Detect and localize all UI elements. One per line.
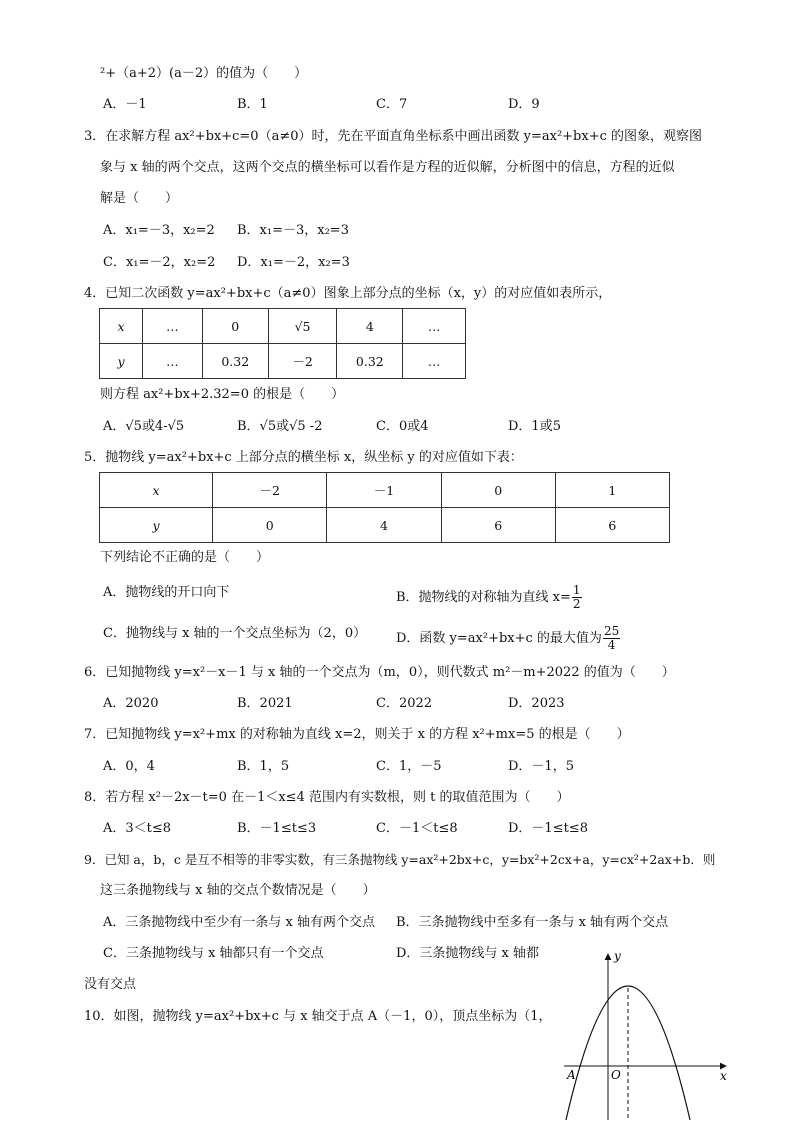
q5-option-d [396, 625, 620, 652]
q3-option-a: A．x₁=－3，x₂=2 [103, 223, 215, 238]
q3-option-b: B．x₁=－3，x₂=3 [237, 223, 349, 238]
q5-cell: －2 [213, 473, 327, 508]
parabola-figure [556, 948, 736, 1123]
q5-after-table: 下列结论不正确的是（ ） [100, 550, 270, 565]
point-a-label: A [567, 1068, 576, 1082]
q8-option-a: A．3＜t≤8 [103, 821, 172, 836]
fraction-numerator: 1 [572, 583, 581, 597]
q3-stem-line-2: 象与 x 轴的两个交点，这两个交点的横坐标可以看作是方程的近似解，分析图中的信息，方程的近似 [100, 160, 675, 175]
q9-option-a: A．三条抛物线中至少有一条与 x 轴有两个交点 [103, 915, 375, 930]
q5-table-row-y [100, 508, 670, 543]
q5-cell: 4 [327, 508, 441, 543]
q9-option-d: D．三条抛物线与 x 轴都 [396, 946, 540, 961]
q8-stem: 8．若方程 x²－2x－t=0 在－1＜x≤4 范围内有实数根，则 t 的取值范围为（ ） [84, 790, 570, 805]
q2-option-d: D．9 [508, 97, 540, 112]
q4-table-row-x [100, 309, 466, 344]
q5-cell: 6 [555, 508, 669, 543]
q4-option-a: A．√5或4-√5 [103, 419, 185, 434]
q4-cell: 0 [202, 309, 268, 344]
fraction-numerator: 25 [603, 624, 620, 638]
x-axis-label: x [720, 1069, 727, 1083]
q5-table-row-x [100, 473, 670, 508]
q5-cell: 0 [441, 473, 555, 508]
q9-option-c: C．三条抛物线与 x 轴都只有一个交点 [103, 946, 324, 961]
q5-cell: －1 [327, 473, 441, 508]
q5-option-b [396, 584, 582, 611]
q4-cell: 0.32 [202, 344, 268, 379]
q5-option-a: A．抛物线的开口向下 [103, 585, 230, 600]
q3-stem-line-3: 解是（ ） [100, 191, 179, 206]
q4-option-d: D．1或5 [508, 419, 561, 434]
q4-cell: 0.32 [337, 344, 403, 379]
q5-stem: 5．抛物线 y=ax²+bx+c 上部分点的横坐标 x，纵坐标 y 的对应值如下表： [84, 450, 523, 465]
q6-option-d: D．2023 [508, 696, 565, 711]
q10-stem: 10．如图，抛物线 y=ax²+bx+c 与 x 轴交于点 A（－1，0），顶点坐标为（1， [84, 1009, 552, 1024]
q9-option-b: B．三条抛物线中至多有一条与 x 轴有两个交点 [396, 915, 669, 930]
q4-cell: 4 [337, 309, 403, 344]
q4-after-table: 则方程 ax²+bx+2.32=0 的根是（ ） [100, 387, 345, 402]
q6-option-b: B．2021 [237, 696, 293, 711]
q4-option-c: C．0或4 [376, 419, 429, 434]
q7-stem: 7．已知抛物线 y=x²+mx 的对称轴为直线 x=2，则关于 x 的方程 x²+mx=5 的根是（ ） [84, 727, 630, 742]
q4-cell: √5 [268, 309, 337, 344]
q5-table [99, 472, 670, 543]
origin-label: O [611, 1068, 621, 1082]
q8-option-c: C．－1＜t≤8 [376, 821, 458, 836]
q2-option-c: C．7 [376, 97, 408, 112]
q4-cell: … [143, 309, 203, 344]
q7-option-a: A．0，4 [103, 759, 155, 774]
q4-table-row-y [100, 344, 466, 379]
q5-option-b-fraction [572, 584, 582, 611]
y-axis-label: y [614, 949, 621, 963]
q5-cell: y [100, 508, 213, 543]
q4-option-b: B．√5或√5 -2 [237, 419, 323, 434]
q9-option-d-continued: 没有交点 [84, 977, 137, 992]
q8-option-b: B．－1≤t≤3 [237, 821, 317, 836]
q4-cell: … [403, 309, 466, 344]
q5-cell: x [100, 473, 213, 508]
q5-cell: 6 [441, 508, 555, 543]
q5-option-b-text: B．抛物线的对称轴为直线 x= [396, 590, 571, 605]
q6-option-c: C．2022 [376, 696, 433, 711]
q7-option-c: C．1，－5 [376, 759, 442, 774]
q7-option-b: B．1，5 [237, 759, 290, 774]
fraction-denominator: 2 [572, 597, 581, 611]
q4-cell: … [403, 344, 466, 379]
q8-option-d: D．－1≤t≤8 [508, 821, 588, 836]
q4-cell: y [100, 344, 143, 379]
q9-stem-line-2: 这三条抛物线与 x 轴的交点个数情况是（ ） [100, 883, 376, 898]
q6-option-a: A．2020 [103, 696, 159, 711]
q3-option-c: C．x₁=－2，x₂=2 [103, 255, 216, 270]
q5-cell: 1 [555, 473, 669, 508]
q2-stem-tail: ²+（a+2）(a－2）的值为（ ） [100, 66, 308, 81]
q4-cell: －2 [268, 344, 337, 379]
q4-cell: x [100, 309, 143, 344]
q3-option-d: D．x₁=－2，x₂=3 [237, 255, 350, 270]
q6-stem: 6．已知抛物线 y=x²－x－1 与 x 轴的一个交点为（m，0），则代数式 m²－m+2022 的值为（ ） [84, 665, 675, 680]
q4-cell: … [143, 344, 203, 379]
fraction-denominator: 4 [607, 638, 616, 652]
q5-option-d-text: D．函数 y=ax²+bx+c 的最大值为 [396, 631, 602, 646]
q5-option-c: C．抛物线与 x 轴的一个交点坐标为（2，0） [103, 626, 367, 641]
q4-stem: 4．已知二次函数 y=ax²+bx+c（a≠0）图象上部分点的坐标（x，y）的对应值如表所示， [84, 286, 612, 301]
q3-stem-line-1: 3．在求解方程 ax²+bx+c=0（a≠0）时，先在平面直角坐标系中画出函数 y=ax²+bx+c 的图象，观察图 [84, 129, 703, 144]
q7-option-d: D．－1，5 [508, 759, 574, 774]
q5-cell: 0 [213, 508, 327, 543]
q2-option-a: A．－1 [103, 97, 147, 112]
q9-stem-line-1: 9．已知 a，b，c 是互不相等的非零实数，有三条抛物线 y=ax²+2bx+c，y=bx²+2cx+a，y=cx²+2ax+b．则 [84, 852, 716, 867]
q2-option-b: B．1 [237, 97, 268, 112]
q5-option-d-fraction [603, 625, 620, 652]
q4-table [99, 308, 466, 379]
